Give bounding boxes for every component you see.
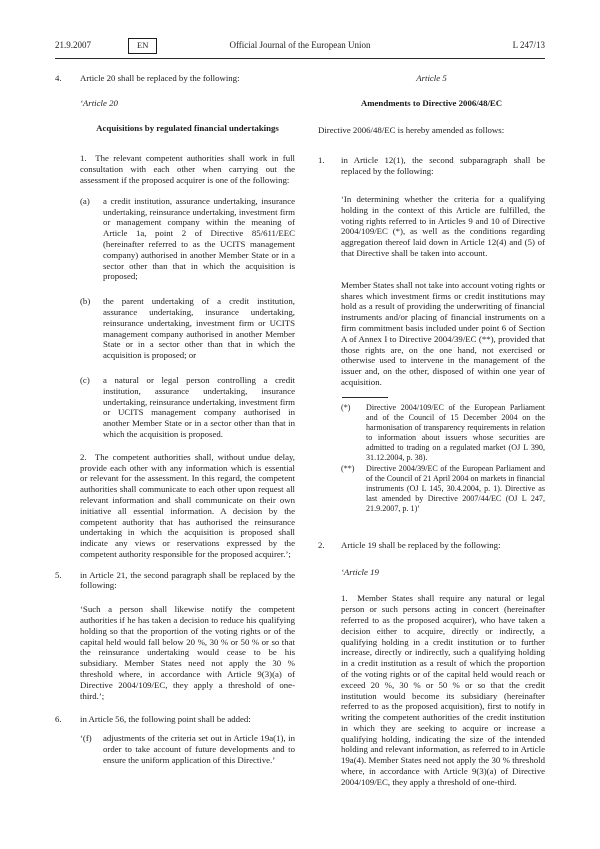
point-text: adjustments of the criteria set out in Article 19a(1), in order to take account of future developments and to ensure the uniform application of this Directive.’ <box>103 733 295 765</box>
quoted-article-19 <box>341 567 545 788</box>
article-21-quote: ‘Such a person shall likewise notify the competent authorities if he has taken a decision to reduce his qualifying holding so that the proportion of the voting rights or of the capital held would fall below 20 %, 30 % or 50 % or so that the reinsurance undertaking would cease to be his subsidiary. Member States need not apply the 30 % threshold where, in accordance with Article 9(3)(a) of Directive 2004/109/EC, they apply a threshold of one-third.’; <box>80 604 295 701</box>
article-20-paragraph-1: 1. The relevant competent authorities shall work in full consultation with each other when carrying out the assessment if the proposed acquirer is one of the following: <box>80 153 295 185</box>
quoted-subparagraph <box>341 194 545 514</box>
point-a <box>80 196 295 282</box>
quoted-article-20 <box>80 98 295 560</box>
footnote-text: Directive 2004/109/EC of the European Parliament and of the Council of 15 December 2004 on the harmonisation of transparency requirements in relation to information about issuers whose securities are admitted to trading on a regulated market (OJ L 390, 31.12.2004, p. 38). <box>366 402 545 462</box>
right-column <box>318 73 545 849</box>
item-number: 5. <box>55 569 62 580</box>
article-20-paragraph-2: 2. The competent authorities shall, without undue delay, provide each other with any information which is essential or relevant for the assessment. In this regard, the competent authorities shall communicate to each other upon request all relevant information and shall communicate on their own initiative all essential information. A decision by the competent authority that has authorised the reinsurance undertaking in which the acquisition is proposed shall indicate any views or reservations expressed by the competent authority responsible for the proposed acquirer.’; <box>80 451 295 559</box>
header-rule <box>55 58 545 59</box>
item-text: in Article 56, the following point shall be added: <box>80 714 251 725</box>
footnote-separator-rule <box>342 397 388 398</box>
left-column <box>55 73 295 849</box>
point-b <box>80 296 295 361</box>
article-19-paragraph-1: 1. Member States shall require any natural or legal person or such persons acting in concert (hereinafter referred to as the proposed acquirer), who have taken a decision either to acquire, directly or indirectly, a qualifying holding in a credit institution or to further increase, directly or indirectly, such a qualifying holding in a credit institution as a result of which the proportion of the voting rights or of the capital held would reach or exceed 20 %, 30 % or 50 % or so that the credit institution would become its subsidiary (hereinafter referred to as the proposed acquisition), first to notify in writing the competent authorities of the credit institution in which they are seeking to acquire or increase a qualifying holding, indicating the size of the intended holding and relevant information, as referred to in Article 19a(4). Member States need not apply the 30 % threshold where, in accordance with Article 9(3)(a) of Directive 2004/109/EC, they apply a threshold of one-third. <box>341 593 545 787</box>
article-19-number: ‘Article 19 <box>341 566 379 577</box>
page-header <box>55 38 545 54</box>
item-text: in Article 12(1), the second subparagraph shall be replaced by the following: <box>341 155 545 177</box>
item-text: in Article 21, the second paragraph shall be replaced by the following: <box>80 569 295 591</box>
footnote-1 <box>341 403 545 463</box>
point-marker: (b) <box>80 296 91 307</box>
language-code-box: EN <box>128 38 157 54</box>
footnote-2 <box>341 464 545 514</box>
journal-title: Official Journal of the European Union <box>229 40 371 50</box>
article-20-number: ‘Article 20 <box>80 97 118 108</box>
point-text: a natural or legal person controlling a credit institution, assurance undertaking, insurance undertaking, reinsurance undertaking, investment firm or UCITS management company authorised in another Member State or in a sector other than that in which the acquisition is proposed. <box>103 374 295 439</box>
point-f <box>80 733 295 765</box>
item-number: 1. <box>318 155 325 166</box>
quote-paragraph-1: ‘In determining whether the criteria for a qualifying holding in the context of this Article are fulfilled, the voting rights referred to in Articles 9 and 10 of Directive 2004/109/EC (*), as well as the conditions regarding aggregation thereof laid down in Article 12(4) and (5) of that Directive shall be taken into account. <box>341 193 545 258</box>
point-text: the parent undertaking of a credit institution, assurance undertaking, insurance undertaking, reinsurance undertaking, investment firm or UCITS management company authorised in another Member State or in a sector other than that in which the acquisition is proposed; or <box>103 296 295 361</box>
point-c <box>80 375 295 440</box>
item-number: 6. <box>55 714 62 725</box>
amendment-item-2 <box>318 540 545 551</box>
quote-paragraph-2: Member States shall not take into account voting rights or shares which investment firms or credit institutions may hold as a result of providing the underwriting of financial instruments and/or placing of financial instruments on a firm commitment basis included under point 6 of Section A of Annex I to Directive 2004/39/EC (**), provided that those rights are, on the one hand, not exercised or otherwise used to intervene in the management of the issuer and, on the other, disposed of within one year of acquisition. <box>341 279 545 387</box>
article-5-number: Article 5 <box>416 73 447 83</box>
two-column-body <box>55 73 545 849</box>
article-5-intro: Directive 2006/48/EC is hereby amended as follows: <box>318 124 505 135</box>
footnote-marker: (*) <box>341 402 351 412</box>
item-number: 4. <box>55 73 62 83</box>
point-marker: ‘(f) <box>80 733 92 744</box>
item-number: 2. <box>318 539 325 550</box>
point-text: a credit institution, assurance undertaking, insurance undertaking, reinsurance undertaking, investment firm or management company within the meaning of Article 1a, point 2 of Directive 85/611/EEC (hereinafter referred to as the UCITS management company) authorised in another Member State or in a sector other than that in which the acquisition is proposed; <box>103 195 295 282</box>
item-text: Article 20 shall be replaced by the following: <box>80 73 240 83</box>
item-text: Article 19 shall be replaced by the following: <box>341 539 501 550</box>
article-20-title: Acquisitions by regulated financial undertakings <box>96 122 279 133</box>
header-date: 21.9.2007 <box>55 40 91 50</box>
article-5-title: Amendments to Directive 2006/48/EC <box>360 97 503 108</box>
point-marker: (c) <box>80 374 90 385</box>
footnote-marker: (**) <box>341 463 355 473</box>
amendment-item-5 <box>55 570 295 592</box>
amendment-item-6 <box>55 714 295 725</box>
point-marker: (a) <box>80 195 90 206</box>
amendment-item-4 <box>55 73 295 84</box>
page-reference: L 247/13 <box>512 40 545 50</box>
footnote-text: Directive 2004/39/EC of the European Parliament and of the Council of 21 April 2004 on markets in financial instruments (OJ L 145, 30.4.2004, p. 1). Directive as last amended by Directive 2007/44/EC (OJ L 247, 21.9.2007, p. 1)’ <box>366 463 545 513</box>
amendment-item-1 <box>318 155 545 177</box>
